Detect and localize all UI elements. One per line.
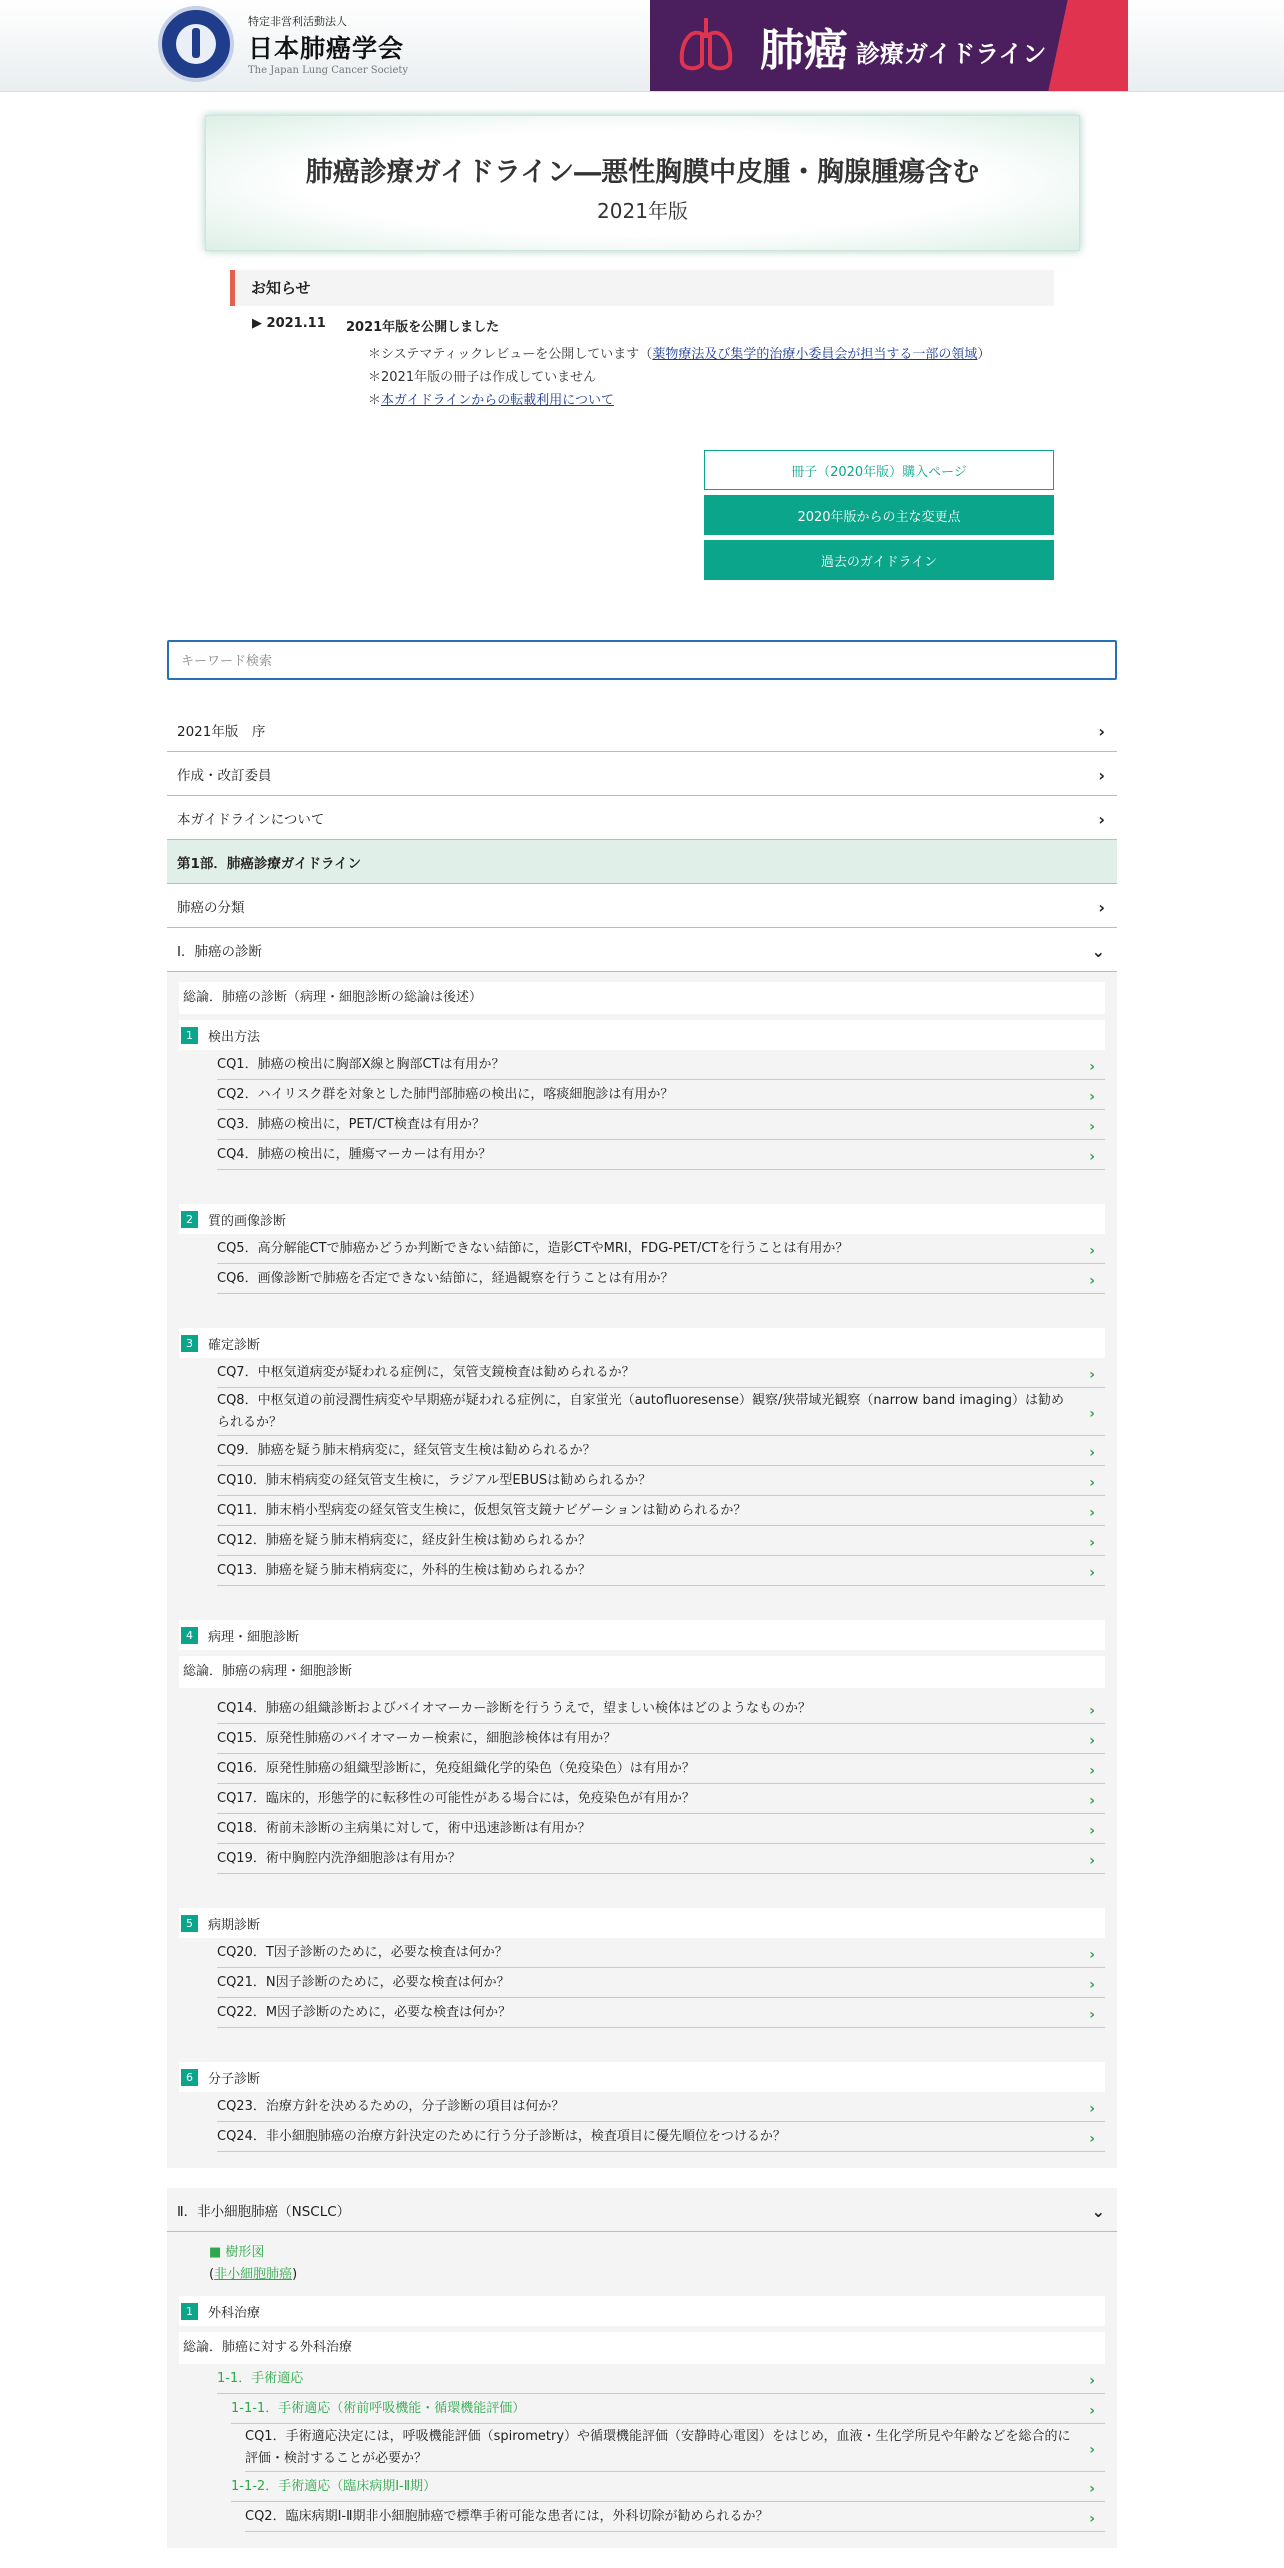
news-item-booklet: ＊2021年版の冊子は作成していません [368,370,597,385]
chevron-right-icon: › [1089,2480,1095,2497]
cq-item[interactable]: CQ18．術前未診断の主病巣に対して，術中迅速診断は有用か？ › [217,1814,1105,1844]
group-imaging: 2 質的画像診断 [179,1204,1105,1234]
changes-button[interactable]: 2020年版からの主な変更点 [704,495,1054,535]
chevron-right-icon: › [1089,1976,1095,1993]
nav-classification[interactable]: 肺癌の分類 › [167,884,1117,928]
cq-item[interactable]: CQ1．肺癌の検出に胸部X線と胸部CTは有用か？ › [217,1050,1105,1080]
cq-item[interactable]: CQ2．臨床病期Ⅰ-Ⅱ期非小細胞肺癌で標準手術可能な患者には，外科切除が勧められるか？ › [245,2502,1105,2532]
reprint-link[interactable]: 本ガイドラインからの転載利用について [381,393,614,408]
site-header [0,0,1284,92]
society-logo[interactable] [158,6,408,82]
logo-subtitle: 特定非営利活動法人 [248,14,347,28]
past-guidelines-button[interactable]: 過去のガイドライン [704,540,1054,580]
news-headline: 2021年版を公開しました [346,320,500,335]
cq-item[interactable]: CQ5．高分解能CTで肺癌かどうか判断できない結節に，造影CTやMRI，FDG-PET/CTを行うことは有用か？ › [217,1234,1105,1264]
chevron-right-icon: › [1089,2006,1095,2023]
chevron-down-icon: ⌄ [1091,942,1105,961]
banner-subtitle: 診療ガイドライン [856,40,1047,68]
cq-item[interactable]: CQ10．肺末梢病変の経気管支生検に，ラジアル型EBUSは勧められるか？ › [217,1466,1105,1496]
news-heading: お知らせ [230,270,1054,306]
chevron-right-icon: › [1089,2100,1095,2117]
cq-item[interactable]: CQ7．中枢気道病変が疑われる症例に，気管支鏡検査は勧められるか？ › [217,1358,1105,1388]
chevron-right-icon: › [1098,810,1105,829]
chevron-right-icon: › [1089,1272,1095,1289]
cq-item[interactable]: CQ23．治療方針を決めるための，分子診断の項目は何か？ › [217,2092,1105,2122]
page-title-box [205,115,1080,251]
chevron-right-icon: › [1089,1702,1095,1719]
chevron-right-icon: › [1098,898,1105,917]
news-item-review: ＊システマティックレビューを公開しています（薬物療法及び集学的治療小委員会が担当する一部の領域） [368,347,991,362]
chevron-right-icon: › [1089,1118,1095,1135]
news-section [230,270,1054,412]
surgery-summary[interactable]: 総論．肺癌に対する外科治療 [179,2332,1105,2364]
nav-nsclc[interactable]: Ⅱ．非小細胞肺癌（NSCLC） ⌄ [167,2188,1117,2232]
cq-item[interactable]: CQ13．肺癌を疑う肺末梢病変に，外科的生検は勧められるか？ › [217,1556,1105,1586]
cq-item[interactable]: CQ19．術中胸腔内洗浄細胞診は有用か？ › [217,1844,1105,1874]
news-item-reprint: ＊本ガイドラインからの転載利用について [368,393,614,408]
tree-link[interactable]: 非小細胞肺癌 [214,2267,293,2282]
chevron-right-icon: › [1089,1946,1095,1963]
subsection-function[interactable]: 1-1-1．手術適応（術前呼吸機能・循環機能評価） › [231,2394,1105,2424]
chevron-right-icon: › [1089,1822,1095,1839]
society-emblem-icon [158,6,234,82]
chevron-right-icon: › [1089,2441,1095,2458]
cq-item[interactable]: CQ8．中枢気道の前浸潤性病変や早期癌が疑われる症例に，自家蛍光（autofluoresense）観察/狭帯域光観察（narrow band imaging）は勧められるか？ › [217,1388,1105,1436]
nav-preface[interactable]: 2021年版 序 › [167,708,1117,752]
cq-item[interactable]: CQ12．肺癌を疑う肺末梢病変に，経皮針生検は勧められるか？ › [217,1526,1105,1556]
chevron-right-icon: › [1098,766,1105,785]
group-confirmation: 3 確定診断 [179,1328,1105,1358]
group-molecular: 6 分子診断 [179,2062,1105,2092]
news-date: ▶ 2021.11 [230,316,346,335]
cq-item[interactable]: CQ16．原発性肺癌の組織型診断に，免疫組織化学的染色（免疫染色）は有用か？ › [217,1754,1105,1784]
guideline-banner[interactable] [650,0,1128,91]
chevron-right-icon: › [1089,1088,1095,1105]
cq-item[interactable]: CQ15．原発性肺癌のバイオマーカー検索に，細胞診検体は有用か？ › [217,1724,1105,1754]
cq-item[interactable]: CQ22．M因子診断のために，必要な検査は何か？ › [217,1998,1105,2028]
cq-item[interactable]: CQ24．非小細胞肺癌の治療方針決定のために行う分子診断は，検査項目に優先順位をつけるか？ › [217,2122,1105,2152]
review-link[interactable]: 薬物療法及び集学的治療小委員会が担当する一部の領域 [652,347,978,362]
chevron-right-icon: › [1089,1852,1095,1869]
group-staging: 5 病期診断 [179,1908,1105,1938]
cq-item[interactable]: CQ4．肺癌の検出に，腫瘍マーカーは有用か？ › [217,1140,1105,1170]
chevron-right-icon: › [1089,1058,1095,1075]
chevron-right-icon: › [1089,1405,1095,1422]
page-title: 肺癌診療ガイドライン―悪性胸膜中皮腫・胸腺腫瘍含む [305,157,980,188]
cq-item[interactable]: CQ17．臨床的，形態学的に転移性の可能性がある場合には，免疫染色が有用か？ › [217,1784,1105,1814]
chevron-right-icon: › [1089,1474,1095,1491]
cq-item[interactable]: CQ11．肺末梢小型病変の経気管支生検に，仮想気管支鏡ナビゲーションは勧められるか？ › [217,1496,1105,1526]
cq-item[interactable]: CQ9．肺癌を疑う肺末梢病変に，経気管支生検は勧められるか？ › [217,1436,1105,1466]
banner-title: 肺癌 [760,25,848,76]
chevron-right-icon: › [1089,1534,1095,1551]
chevron-right-icon: › [1089,2372,1095,2389]
chevron-right-icon: › [1089,2130,1095,2147]
group-detection: 1 検出方法 [179,1020,1105,1050]
chevron-right-icon: › [1089,1366,1095,1383]
cq-item[interactable]: CQ1．手術適応決定には，呼吸機能評価（spirometry）や循環機能評価（安静時心電図）をはじめ，血液・生化学所見や年齢などを総合的に評価・検討することが必要か？ › [245,2424,1105,2472]
logo-title: 日本肺癌学会 [248,33,405,63]
group-detection-list [179,1050,1105,1170]
cq-item[interactable]: CQ20．T因子診断のために，必要な検査は何か？ › [217,1938,1105,1968]
chevron-right-icon: › [1089,2510,1095,2527]
group-surgery: 1 外科治療 [179,2296,1105,2326]
purchase-button[interactable]: 冊子（2020年版）購入ページ [704,450,1054,490]
nsclc-panel [167,2232,1117,2548]
cq-item[interactable]: CQ3．肺癌の検出に，PET/CT検査は有用か？ › [217,1110,1105,1140]
cq-item[interactable]: CQ21．N因子診断のために，必要な検査は何か？ › [217,1968,1105,1998]
chevron-right-icon: › [1089,1242,1095,1259]
group-pathology: 4 病理・細胞診断 [179,1620,1105,1650]
cq-item[interactable]: CQ14．肺癌の組織診断およびバイオマーカー診断を行ううえで，望ましい検体はどのようなものか？ › [217,1694,1105,1724]
chevron-right-icon: › [1089,1732,1095,1749]
guideline-nav [167,708,1117,2548]
page-edition: 2021年版 [597,199,688,223]
cq-item[interactable]: CQ6．画像診断で肺癌を否定できない結節に，経過観察を行うことは有用か？ › [217,1264,1105,1294]
nav-diagnosis[interactable]: Ⅰ．肺癌の診断 ⌄ [167,928,1117,972]
chevron-right-icon: › [1089,1564,1095,1581]
nav-committee[interactable]: 作成・改訂委員 › [167,752,1117,796]
chevron-right-icon: › [1098,722,1105,741]
chevron-right-icon: › [1089,1444,1095,1461]
chevron-down-icon: ⌄ [1091,2202,1105,2221]
tree-label: ■ 樹形図 [209,2245,265,2260]
nav-part1: 第1部．肺癌診療ガイドライン [167,840,1117,884]
search-input[interactable] [167,640,1117,680]
subsection-indication[interactable]: 1-1．手術適応 › [217,2364,1105,2394]
logo-english: The Japan Lung Cancer Society [248,64,409,76]
chevron-right-icon: › [1089,2402,1095,2419]
tree-diagram: ■ 樹形図 (非小細胞肺癌) [179,2232,1105,2290]
cq-item[interactable]: CQ2．ハイリスク群を対象とした肺門部肺癌の検出に，喀痰細胞診は有用か？ › [217,1080,1105,1110]
diagnosis-summary[interactable]: 総論．肺癌の診断（病理・細胞診断の総論は後述） [179,982,1105,1014]
diagnosis-panel [167,972,1117,2168]
nav-about[interactable]: 本ガイドラインについて › [167,796,1117,840]
subsection-stage[interactable]: 1-1-2．手術適応（臨床病期Ⅰ-Ⅱ期） › [231,2472,1105,2502]
chevron-right-icon: › [1089,1762,1095,1779]
chevron-right-icon: › [1089,1148,1095,1165]
lungs-icon [676,14,736,74]
chevron-right-icon: › [1089,1504,1095,1521]
pathology-summary[interactable]: 総論．肺癌の病理・細胞診断 [179,1656,1105,1688]
chevron-right-icon: › [1089,1792,1095,1809]
